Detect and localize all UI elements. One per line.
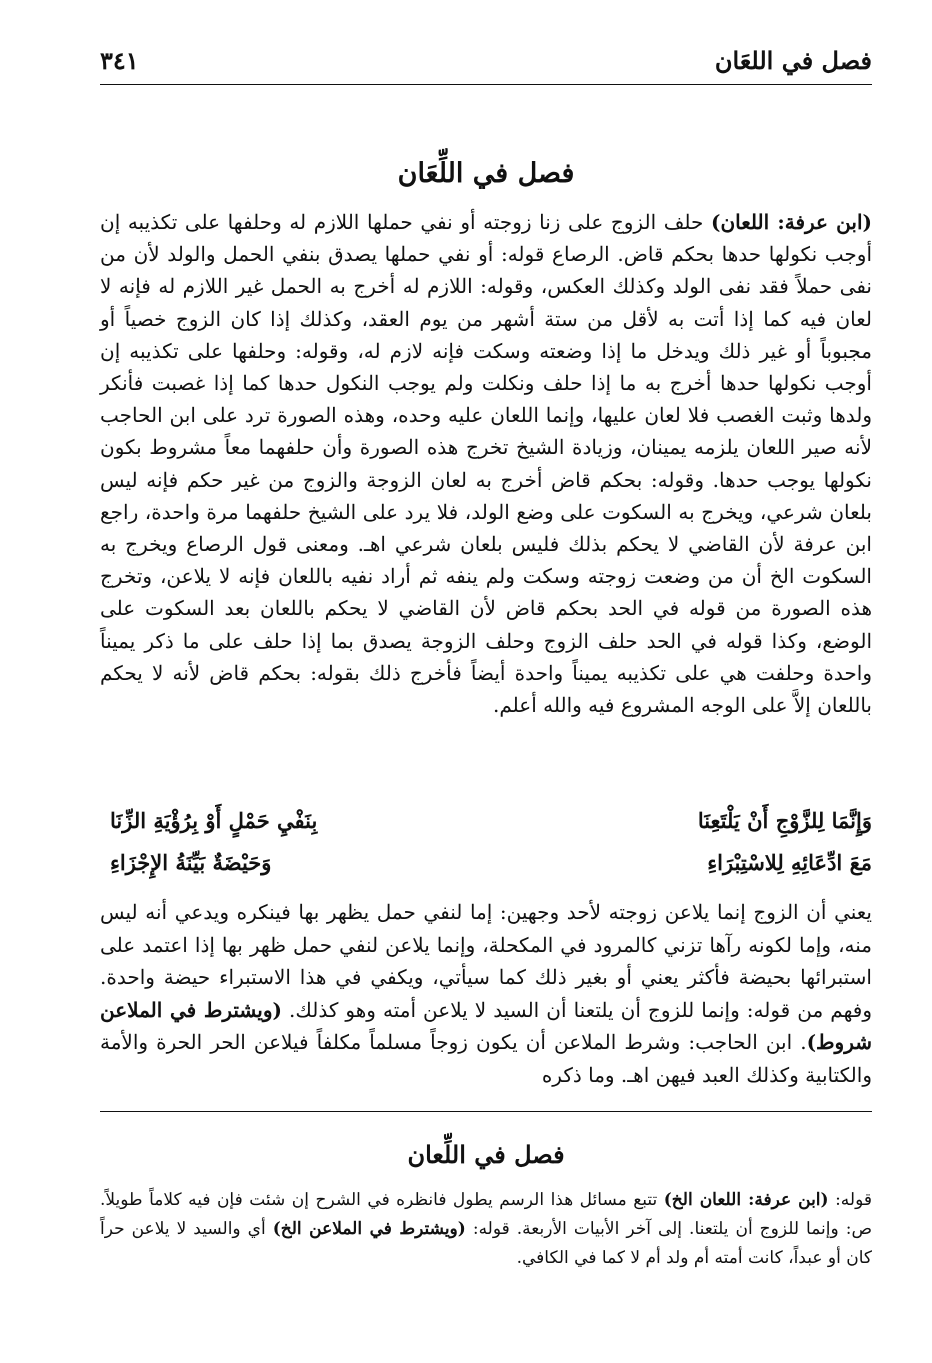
header-rule <box>100 84 872 85</box>
main-text <box>100 206 872 721</box>
note-lead: قوله: <box>835 1190 873 1210</box>
verse-1-hemistich-a: وَإِنَّمَا لِلزَّوْجِ أَنْ يَلْتَعِنَا <box>697 808 872 833</box>
paragraph-1-text: حلف الزوج على زنا زوجته أو نفي حملها اللازم له وحلفها على تكذيبه إن أوجب نكولها حدها بحكم قاض. الرصاع قوله: أو نفي حملها يصدق بنفي الحمل والولد لأن من نفى حملاً فقد نفى الولد وكذلك العكس، وقوله: اللازم له أخرج به الحمل غير اللازم له فإنه لا لعان فيه كما إذا أتت به لأقل من ستة أشهر من يوم العقد، وكذلك إذا كان الزوج خصياً أو مجبوباً أو غير ذلك ويدخل ما إذا وضعته وسكت فإنه لازم له، وقوله: وحلفها على تكذيبه إن أوجب نكولها حدها أخرج به ما إذا حلف ونكلت ولم يوجب النكول حدها كما إذا غصبت فأنكر ولدها وثبت الغصب فلا لعان عليها، وإنما اللعان عليه وحده، وهذه الصورة ترد على ابن الحاجب لأنه صير اللعان يلزمه يمينان، وزيادة الشيخ تخرج هذه الصورة وأن حلفهما معاً مشروط بكون نكولها يوجب حدها. وقوله: بحكم قاض أخرج به لعان الزوجة والزوج من غير حكم فإنه ليس بلعان شرعي، ويخرج به السكوت على وضع الولد، فلا يرد على الشيخ حلفهما مرة واحدة، راجع ابن عرفة لأن القاضي لا يحكم بذلك فليس بلعان شرعي اهـ. ومعنى قول الرصاع ويخرج به السكوت الخ أن من وضعت زوجته وسكت ولم ينفه ثم أراد نفيه باللعان فإنه لا يلاعن، وتخرج هذه الصورة من قوله في الحد بحكم قاض لأن القاضي لا يحكم باللعان بعد السكوت على الوضع، وكذا قوله في الحد حلف الزوج وحلف الزوجة يصدق بما إذا حلف على ما ذكر يميناً واحدة وحلفت هي على تكذيبه يميناً واحدة أيضاً فأخرج ذلك بقوله: بحكم قاض لأنه لا يحكم باللعان إلاَّ على الوجه المشروع فيه والله أعلم. <box>100 210 873 718</box>
page-number: ٣٤١ <box>100 45 139 75</box>
note-text-2: أي والسيد لا يلاعن حراً كان أو عبداً، كانت أمته أم ولد أم لا كما في الكافي. <box>100 1219 872 1268</box>
verse-1-hemistich-b: بِنَفْيِ حَمْلٍ أَوْ بِرُؤْيَةِ الزِّنَا <box>110 808 318 833</box>
note-bold-2: (ويشترط في الملاعن الخ) <box>272 1219 466 1239</box>
verse-2-hemistich-a: مَعَ ادِّعَائِهِ لِلاسْتِبْرَاءِ <box>707 850 872 875</box>
note-text-1: تتبع مسائل هذا الرسم يطول فانظره في الشرح إن شئت فإن فيه كلاماً طويلاً. ص: وإنما للزوج أن يلتعنا. إلى آخر الأبيات الأربعة. قوله: <box>100 1190 873 1239</box>
commentary-text <box>100 896 872 1091</box>
note-text <box>100 1186 872 1273</box>
verse-line-1 <box>110 808 872 840</box>
quote-bold: (ويشترط في الملاعن شروط) <box>100 997 872 1054</box>
paragraph-2: يعني أن الزوج إنما يلاعن زوجته لأحد وجهين: إما لنفي حمل يظهر بها فينكره ويدعي أنه ليس منه، وإما لكونه رآها تزني كالمرود في المكحلة، وإنما يلاعن لنفي حمل ظهر بها إذا اعتمد على استبرائها بحيضة فأكثر يعني أو بغير ذلك كما سيأتي، ويكفي في هذا الاستبراء حيضة واحدة. وفهم من قوله: وإنما للزوج أن يلتعنا أن السيد لا يلاعن أمته وهو كذلك. <box>100 900 873 1022</box>
running-header <box>100 40 872 80</box>
note-bold-1: (ابن عرفة: اللعان الخ) <box>663 1190 829 1210</box>
intro-bold: (ابن عرفة: اللعان) <box>711 210 872 234</box>
paragraph-1 <box>100 206 872 721</box>
verse-line-2 <box>110 850 872 882</box>
note-title: فصل في اللِّعان <box>407 1140 565 1169</box>
footnote-rule <box>100 1111 872 1112</box>
paragraph-3: . ابن الحاجب: وشرط الملاعن أن يكون زوجاً مسلماً مكلفاً فيلاعن الحر الحرة والأمة والكتابية وكذلك العبد فيهن اهـ. وما ذكره <box>100 1030 872 1087</box>
running-title: فصل في اللعَان <box>714 45 872 75</box>
section-title: فصل في اللِّعَان <box>397 158 575 189</box>
verse-2-hemistich-b: وَحَيْضَةٌ بَيِّنَةُ الإِجْزَاءِ <box>110 850 272 875</box>
